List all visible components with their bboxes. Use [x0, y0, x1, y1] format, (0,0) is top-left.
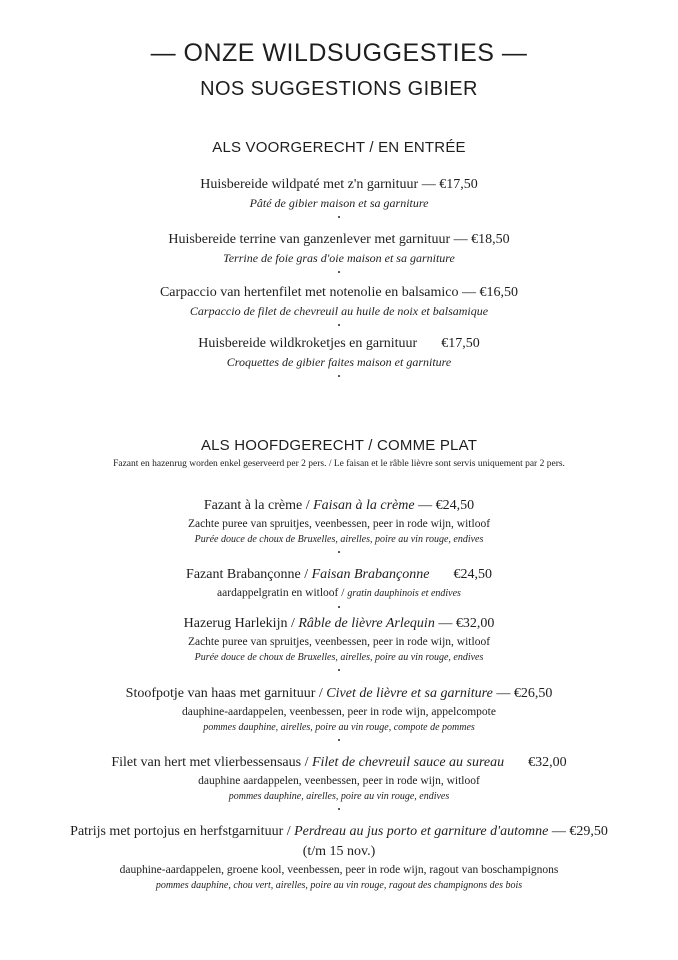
- separator-dot: •: [337, 548, 341, 557]
- dish-name-fr: Civet de lièvre et sa garniture: [326, 686, 493, 701]
- description-nl: dauphine aardappelen, veenbessen, peer in rode wijn, witloof: [198, 775, 480, 787]
- separator-dot: •: [337, 321, 341, 330]
- title-french: NOS SUGGESTIONS GIBIER: [200, 78, 478, 100]
- separator-dot: •: [337, 736, 341, 745]
- mains-heading: ALS HOOFDGERECHT / COMME PLAT: [200, 437, 478, 454]
- dish-name-fr: Faisan Brabançonne: [311, 567, 430, 582]
- description-fr: Purée douce de choux de Bruxelles, airelles, poire au vin rouge, endives: [194, 652, 484, 663]
- description-nl: Zachte puree van spruitjes, veenbessen, peer in rode wijn, witloof: [187, 518, 491, 530]
- price: €24,50: [435, 498, 475, 513]
- dish-name-nl: Huisbereide wildkroketjes en garnituur: [198, 336, 418, 351]
- separator-dash: —: [453, 232, 468, 247]
- dish-name-nl: Hazerug Harlekijn /: [183, 616, 295, 631]
- separator-dot: •: [337, 213, 341, 222]
- dish-name-nl: Fazant Brabançonne /: [186, 567, 309, 582]
- description-fr: pommes dauphine, chou vert, airelles, poire au vin rouge, ragout des champignons des bois: [155, 880, 523, 891]
- description-fr: pommes dauphine, airelles, poire au vin rouge, compote de pommes: [203, 722, 475, 733]
- dish-name-nl: Huisbereide terrine van ganzenlever met garnituur: [168, 232, 451, 247]
- main-item: [0, 684, 678, 747]
- price: €17,50: [439, 177, 478, 192]
- description-nl: dauphine-aardappelen, veenbessen, peer in rode wijn, appelcompote: [182, 706, 496, 718]
- title-dutch: — ONZE WILDSUGGESTIES —: [150, 39, 528, 67]
- description-nl: Zachte puree van spruitjes, veenbessen, peer in rode wijn, witloof: [187, 636, 491, 648]
- dish-name-fr: Faisan à la crème: [313, 498, 415, 513]
- starter-item: [0, 334, 678, 383]
- dish-name-fr: Carpaccio de filet de chevreuil au huile de noix et balsamique: [189, 304, 489, 318]
- dish-name-fr: Terrine de foie gras d'oie maison et sa garniture: [223, 251, 455, 265]
- price: €16,50: [479, 285, 519, 300]
- dish-name-fr: Râble de lièvre Arlequin: [298, 616, 435, 631]
- separator-dash: —: [421, 177, 436, 192]
- starter-item: [0, 283, 678, 332]
- separator-dash: —: [418, 498, 433, 513]
- price: €32,00: [455, 616, 495, 631]
- separator-dash: —: [438, 616, 453, 631]
- main-item: [0, 822, 678, 893]
- separator-dash: —: [551, 824, 566, 839]
- description-fr: pommes dauphine, airelles, poire au vin rouge, endives: [228, 791, 450, 802]
- separator-dot: •: [337, 268, 341, 277]
- main-item: [0, 565, 678, 614]
- dish-name-fr: Pâté de gibier maison et sa garniture: [249, 196, 429, 210]
- dish-name-fr: Filet de chevreuil sauce au sureau: [311, 755, 505, 770]
- price: €24,50: [453, 567, 492, 582]
- dish-name-nl: Carpaccio van hertenfilet met notenolie en balsamico: [159, 285, 459, 300]
- description-nl: aardappelgratin en witloof /: [217, 587, 345, 599]
- dish-name-nl: Huisbereide wildpaté met z'n garnituur: [200, 177, 419, 192]
- separator-dot: •: [337, 666, 341, 675]
- dish-name-nl: Patrijs met portojus en herfstgarnituur /: [70, 824, 291, 839]
- starter-item: [0, 230, 678, 279]
- dish-name-nl: Filet van hert met vlierbessensaus /: [111, 755, 309, 770]
- availability-period: (t/m 15 nov.): [302, 844, 376, 859]
- separator-dash: —: [496, 686, 511, 701]
- dish-name-nl: Stoofpotje van haas met garnituur /: [125, 686, 323, 701]
- separator-dot: •: [337, 372, 341, 381]
- separator-dot: •: [337, 805, 341, 814]
- price: €17,50: [441, 336, 480, 351]
- separator-dot: •: [337, 603, 341, 612]
- starters-heading: ALS VOORGERECHT / EN ENTRÉE: [212, 139, 466, 156]
- description-fr: gratin dauphinois et endives: [347, 588, 461, 599]
- dish-name-fr: Croquettes de gibier faites maison et garniture: [226, 355, 452, 369]
- description-nl: dauphine-aardappelen, groene kool, veenbessen, peer in rode wijn, ragout van boschampignons: [119, 864, 559, 876]
- price: €32,00: [528, 755, 567, 770]
- separator-dash: —: [462, 285, 477, 300]
- main-item: [0, 496, 678, 559]
- main-item: [0, 614, 678, 677]
- dish-name-fr: Perdreau au jus porto et garniture d'automne: [294, 824, 549, 839]
- price: €26,50: [513, 686, 553, 701]
- price: €18,50: [471, 232, 510, 247]
- starter-item: [0, 175, 678, 224]
- dish-name-nl: Fazant à la crème /: [203, 498, 310, 513]
- mains-note: Fazant en hazenrug worden enkel geserveerd per 2 pers. / Le faisan et le râble lièvre sont servis uniquement par 2 pers.: [113, 459, 565, 469]
- description-fr: Purée douce de choux de Bruxelles, airelles, poire au vin rouge, endives: [194, 534, 484, 545]
- price: €29,50: [569, 824, 608, 839]
- main-item: [0, 753, 678, 816]
